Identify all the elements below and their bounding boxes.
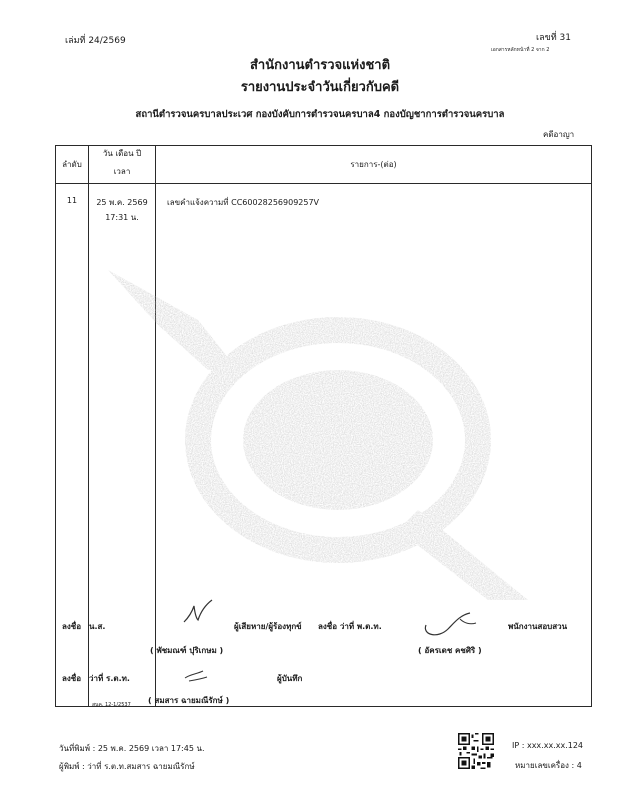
printer-name: ผู้พิมพ์ : ว่าที่ ร.ต.ท.สมสาร ฉายมณีรักษ์: [59, 762, 195, 771]
officer-role: พนักงานสอบสวน: [508, 622, 568, 631]
col-header-date: วัน เดือน ปี: [102, 149, 142, 158]
col-header-detail: รายการ-(ต่อ): [350, 160, 397, 169]
form-code: สนค. 12-1/2537: [92, 702, 131, 708]
agency-title: สำนักงานตำรวจแห่งชาติ: [249, 58, 391, 73]
header-divider: [55, 183, 592, 184]
recorder-name: ( สมสาร ฉายมณีรักษ์ ): [148, 696, 230, 705]
officer-signature: [420, 605, 480, 641]
recorder-signature: [183, 668, 209, 684]
col-header-no: ลำดับ: [62, 160, 82, 169]
case-type: คดีอาญา: [543, 130, 575, 139]
ip-address: IP : xxx.xx.xx.124: [512, 741, 584, 750]
column-divider: [155, 145, 156, 707]
victim-name: ( พัชมณฑ์ ปุริเกษม ): [150, 646, 224, 655]
row-time: 17:31 น.: [105, 213, 139, 222]
station-name: สถานีตำรวจนครบาลประเวศ กองบังคับการตำรวจนครบาล4 กองบัญชาการตำรวจนครบาล: [135, 109, 505, 120]
recorder-sign-label: ลงชื่อ: [62, 674, 82, 683]
page-info: เอกสารหลักหน้าที่ 2 จาก 2: [491, 47, 550, 53]
row-detail: เลขคำแจ้งความที่ CC60028256909257V: [167, 198, 320, 207]
col-header-time: เวลา: [113, 167, 131, 176]
victim-prefix: น.ส.: [89, 622, 106, 631]
victim-sign-label: ลงชื่อ: [62, 622, 82, 631]
print-date: วันที่พิมพ์ : 25 พ.ค. 2569 เวลา 17:45 น.: [59, 744, 205, 753]
document-number: เลขที่ 31: [536, 33, 571, 43]
officer-name: ( อัครเดช คชศิริ ): [418, 646, 482, 655]
machine-number: หมายเลขเครื่อง : 4: [515, 761, 582, 770]
recorder-prefix: ว่าที่ ร.ต.ท.: [89, 674, 130, 683]
row-no: 11: [66, 196, 78, 205]
report-title: รายงานประจำวันเกี่ยวกับคดี: [240, 80, 400, 95]
row-date: 25 พ.ค. 2569: [96, 198, 148, 207]
victim-signature: [182, 598, 216, 626]
book-number: เล่มที่ 24/2569: [65, 36, 126, 46]
victim-role: ผู้เสียหาย/ผู้ร้องทุกข์: [234, 622, 302, 631]
qr-code-icon: [458, 733, 494, 769]
recorder-role: ผู้บันทึก: [277, 674, 303, 683]
officer-sign: ลงชื่อ ว่าที่ พ.ต.ท.: [318, 622, 382, 631]
